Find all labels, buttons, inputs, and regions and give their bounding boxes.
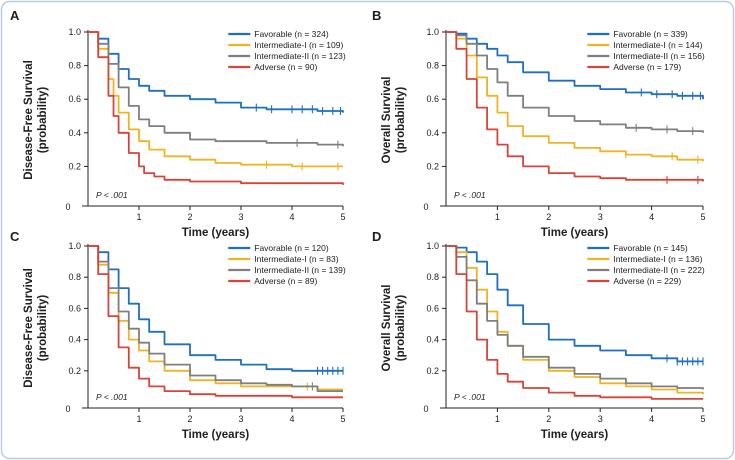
panel-d-y-tick-label: 1.0 — [426, 241, 439, 251]
panel-c-legend-entry: Favorable (n = 120) — [254, 243, 329, 253]
panel-b — [372, 8, 706, 239]
panel-d-y-axis-title — [381, 285, 407, 372]
panel-a-label: A — [10, 8, 20, 23]
panel-a-x-tick-label: 4 — [289, 212, 295, 222]
panel-b-x-tick-label: 5 — [700, 212, 706, 222]
panel-a-y-tick-label: 0.6 — [68, 94, 81, 105]
panel-a-y-tick-label: 1.0 — [68, 27, 81, 37]
panel-d-x-axis-title: Time (years) — [540, 429, 609, 441]
panel-c-x-tick-label: 5 — [340, 414, 346, 424]
panel-c-y-tick-label: 0.4 — [68, 334, 81, 345]
panel-b-legend-entry: Intermediate-II (n = 156) — [613, 51, 705, 61]
panel-d-y-axis-title-line: Overall Survival — [381, 284, 393, 372]
panel-d-legend-entry: Intermediate-I (n = 136) — [613, 254, 703, 264]
panel-b-y-tick-label: 1.0 — [426, 27, 439, 37]
panel-a-y-tick-label: 0.2 — [68, 161, 81, 172]
panel-d-x-tick-label: 4 — [649, 414, 655, 424]
panel-c-y-tick-label: 0.6 — [68, 303, 81, 314]
panel-c-legend-entry: Intermediate-I (n = 83) — [254, 254, 339, 264]
panel-a-y-tick-label: 0.8 — [68, 60, 81, 71]
panel-c-y-tick-label: 0.2 — [68, 365, 81, 376]
panel-d — [372, 229, 706, 441]
panel-c-legend-entry: Adverse (n = 89) — [254, 276, 318, 286]
panel-b-x-tick-label: 2 — [546, 212, 552, 222]
panel-b-legend-entry: Intermediate-I (n = 144) — [613, 40, 703, 50]
panel-b-legend-entry: Favorable (n = 339) — [613, 29, 688, 39]
panel-a — [10, 8, 346, 239]
panel-b-y-tick-label: 0.2 — [426, 161, 439, 172]
panel-b-x-tick-label: 1 — [494, 212, 500, 222]
panel-a-x-tick-label: 1 — [136, 212, 142, 222]
panel-a-y-axis-title-line: Disease-Free Survival — [23, 60, 35, 180]
panel-a-legend-entry: Intermediate-I (n = 109) — [254, 40, 344, 50]
panel-d-y-tick-label: 0.2 — [426, 365, 439, 376]
panel-b-label: B — [372, 8, 382, 23]
panel-a-legend-entry: Intermediate-II (n = 123) — [254, 51, 346, 61]
panel-d-p-value: P < .001 — [454, 392, 486, 402]
panel-b-y-axis-title — [381, 77, 407, 164]
panel-c-p-value: P < .001 — [96, 392, 128, 402]
panel-a-p-value: P < .001 — [96, 190, 128, 200]
panel-d-y-tick-label: 0.8 — [426, 272, 439, 283]
panel-d-legend-entry: Adverse (n = 229) — [613, 276, 682, 286]
panel-c-legend-entry: Intermediate-II (n = 139) — [254, 265, 346, 275]
panel-a-y-tick-label: 0.4 — [68, 127, 81, 138]
panel-d-x-tick-label: 2 — [546, 414, 552, 424]
panel-d-x-tick-label: 3 — [597, 414, 603, 424]
panel-c-x-axis-title: Time (years) — [181, 429, 250, 441]
panel-b-legend-entry: Adverse (n = 179) — [613, 62, 682, 72]
panel-a-y-axis-title — [23, 60, 49, 180]
panel-b-x-axis-title: Time (years) — [540, 227, 609, 239]
panel-a-x-tick-label: 2 — [187, 212, 193, 222]
panel-c-label: C — [10, 229, 20, 244]
panel-b-y-axis-title-line: (probability) — [395, 86, 407, 154]
panel-c-y-axis-title — [23, 268, 49, 388]
panel-a-origin-label: 0 — [65, 202, 71, 212]
panel-a-legend-entry: Adverse (n = 90) — [254, 62, 318, 72]
panel-c-y-tick-label: 1.0 — [68, 241, 81, 251]
panel-c-x-tick-label: 1 — [136, 414, 142, 424]
panel-d-origin-label: 0 — [423, 404, 429, 414]
panel-b-y-tick-label: 0.6 — [426, 94, 439, 105]
panel-d-y-tick-label: 0.6 — [426, 303, 439, 314]
panel-b-origin-label: 0 — [423, 202, 429, 212]
panel-c-x-tick-label: 3 — [238, 414, 244, 424]
panel-d-x-tick-label: 1 — [494, 414, 500, 424]
panel-c-x-tick-label: 4 — [289, 414, 295, 424]
panel-b-p-value: P < .001 — [454, 190, 486, 200]
panel-a-x-tick-label: 5 — [340, 212, 346, 222]
panel-a-legend-entry: Favorable (n = 324) — [254, 29, 329, 39]
panel-c-y-tick-label: 0.8 — [68, 272, 81, 283]
panel-b-x-tick-label: 4 — [649, 212, 655, 222]
panel-d-legend-entry: Intermediate-II (n = 222) — [613, 265, 705, 275]
panel-b-y-axis-title-line: Overall Survival — [381, 76, 393, 164]
panel-a-x-axis-title: Time (years) — [181, 227, 250, 239]
panel-d-legend-entry: Favorable (n = 145) — [613, 243, 688, 253]
panel-c-y-axis-title-line: (probability) — [37, 294, 49, 362]
panel-b-x-tick-label: 3 — [597, 212, 603, 222]
panel-d-x-tick-label: 5 — [700, 414, 706, 424]
panel-c-y-axis-title-line: Disease-Free Survival — [23, 268, 35, 388]
panel-b-y-tick-label: 0.8 — [426, 60, 439, 71]
panel-c — [10, 229, 346, 441]
panel-b-y-tick-label: 0.4 — [426, 127, 439, 138]
panel-d-label: D — [372, 229, 382, 244]
panel-d-y-axis-title-line: (probability) — [395, 294, 407, 362]
panel-d-y-tick-label: 0.4 — [426, 334, 439, 345]
panel-a-y-axis-title-line: (probability) — [37, 86, 49, 154]
panel-a-x-tick-label: 3 — [238, 212, 244, 222]
panel-c-origin-label: 0 — [65, 404, 71, 414]
panel-c-x-tick-label: 2 — [187, 414, 193, 424]
